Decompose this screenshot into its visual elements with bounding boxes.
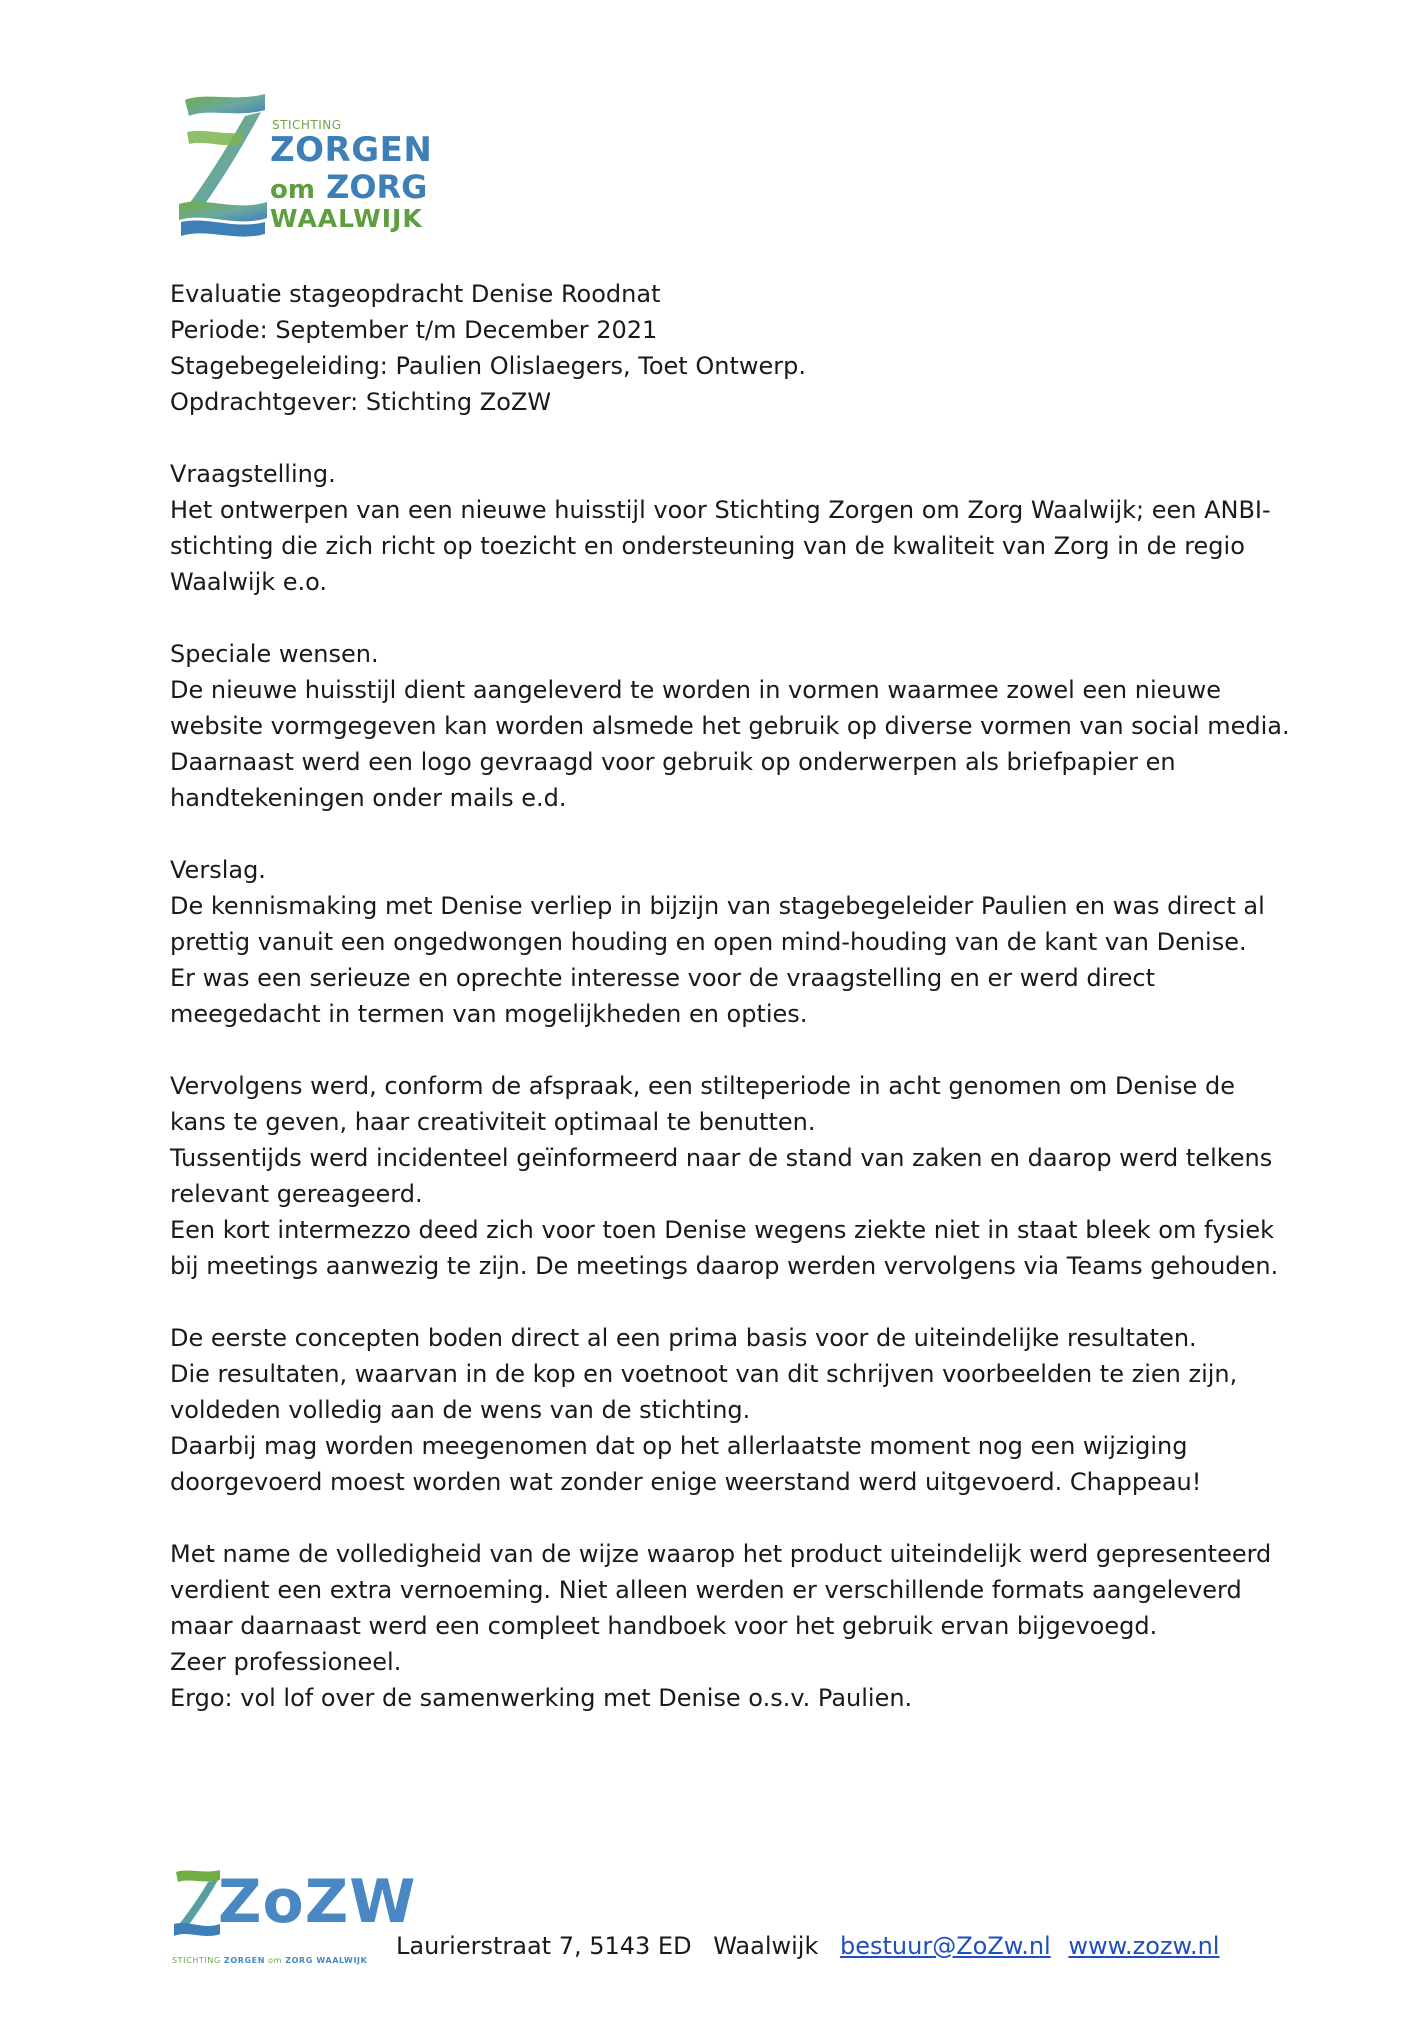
text-line: Daarbij mag worden meegenomen dat op het allerlaatste moment nog een wijziging	[170, 1432, 1188, 1460]
tagline-zorgen: ZORGEN	[223, 1956, 266, 1965]
text-line: maar daarnaast werd een compleet handboek voor het gebruik ervan bijgevoegd.	[170, 1612, 1158, 1640]
footer-website-link[interactable]: www.zozw.nl	[1068, 1932, 1220, 1960]
text-line: Daarnaast werd een logo gevraagd voor gebruik op onderwerpen als briefpapier en	[170, 748, 1176, 776]
zozw-z-small-icon	[172, 1868, 222, 1938]
footer-logo-tagline	[172, 1956, 367, 1965]
text-line: Met name de volledigheid van de wijze waarop het product uiteindelijk werd gepresenteerd	[170, 1540, 1272, 1568]
closing-line: Ergo: vol lof over de samenwerking met Denise o.s.v. Paulien.	[170, 1684, 913, 1712]
logo-waalwijk-label: WAALWIJK	[270, 204, 423, 233]
text-line: doorgevoerd moest worden wat zonder enige weerstand werd uitgevoerd. Chappeau!	[170, 1468, 1202, 1496]
period-line: Periode: September t/m December 2021	[170, 316, 658, 344]
text-line: De nieuwe huisstijl dient aangeleverd te worden in vormen waarmee zowel een nieuwe	[170, 676, 1221, 704]
zozw-z-logo-icon	[175, 92, 270, 237]
text-line: stichting die zich richt op toezicht en ondersteuning van de kwaliteit van Zorg in de regio	[170, 532, 1245, 560]
tagline-stichting: STICHTING	[172, 1956, 221, 1965]
footer-contact-line	[396, 1932, 1219, 1960]
document-title: Evaluatie stageopdracht Denise Roodnat	[170, 280, 661, 308]
text-line: Er was een serieuze en oprechte interesse voor de vraagstelling en er werd direct	[170, 964, 1156, 992]
footer-city: Waalwijk	[713, 1932, 819, 1960]
logo-om-word: om	[270, 175, 315, 205]
text-line: Vervolgens werd, conform de afspraak, een stilteperiode in acht genomen om Denise de	[170, 1072, 1235, 1100]
letter-body	[170, 276, 1290, 1716]
text-line: Die resultaten, waarvan in de kop en voetnoot van dit schrijven voorbeelden te zien zijn,	[170, 1360, 1238, 1388]
text-line: prettig vanuit een ongedwongen houding en open mind-houding van de kant van Denise.	[170, 928, 1247, 956]
text-line: handtekeningen onder mails e.d.	[170, 784, 567, 812]
logo-stichting-label: STICHTING	[272, 118, 342, 132]
letter-footer	[170, 1866, 1250, 1976]
section-heading-vraagstelling: Vraagstelling.	[170, 460, 336, 488]
text-line: De kennismaking met Denise verliep in bijzijn van stagebegeleider Paulien en was direct al	[170, 892, 1265, 920]
footer-logo-text: ZoZW	[218, 1867, 417, 1937]
text-line: website vormgegeven kan worden alsmede het gebruik op diverse vormen van social media.	[170, 712, 1290, 740]
text-line: Waalwijk e.o.	[170, 568, 328, 596]
footer-address: Laurierstraat 7, 5143 ED	[396, 1932, 692, 1960]
logo-om-zorg-label	[270, 168, 428, 206]
supervision-line: Stagebegeleiding: Paulien Olislaegers, Toet Ontwerp.	[170, 352, 806, 380]
logo-zorgen-label: ZORGEN	[270, 130, 433, 170]
text-line: relevant gereageerd.	[170, 1180, 423, 1208]
section-heading-wensen: Speciale wensen.	[170, 640, 379, 668]
text-line: verdient een extra vernoeming. Niet alleen werden er verschillende formats aangeleverd	[170, 1576, 1242, 1604]
header-logo	[175, 92, 435, 242]
text-line: Een kort intermezzo deed zich voor toen Denise wegens ziekte niet in staat bleek om fysiek	[170, 1216, 1275, 1244]
text-line: meegedacht in termen van mogelijkheden en opties.	[170, 1000, 808, 1028]
text-line: voldeden volledig aan de wens van de stichting.	[170, 1396, 751, 1424]
text-line: kans te geven, haar creativiteit optimaal te benutten.	[170, 1108, 816, 1136]
text-line: Het ontwerpen van een nieuwe huisstijl voor Stichting Zorgen om Zorg Waalwijk; een ANBI-	[170, 496, 1271, 524]
logo-zorg-word: ZORG	[326, 168, 428, 206]
text-line: Zeer professioneel.	[170, 1648, 402, 1676]
tagline-zorg-waalwijk: ZORG WAALWIJK	[285, 1956, 368, 1965]
footer-logo	[170, 1866, 417, 1971]
footer-email-link[interactable]: bestuur@ZoZw.nl	[840, 1932, 1051, 1960]
text-line: bij meetings aanwezig te zijn. De meetings daarop werden vervolgens via Teams gehouden.	[170, 1252, 1279, 1280]
text-line: Tussentijds werd incidenteel geïnformeerd naar de stand van zaken en daarop werd telkens	[170, 1144, 1273, 1172]
tagline-om: om	[268, 1956, 283, 1965]
text-line: De eerste concepten boden direct al een prima basis voor de uiteindelijke resultaten.	[170, 1324, 1197, 1352]
client-line: Opdrachtgever: Stichting ZoZW	[170, 388, 552, 416]
section-heading-verslag: Verslag.	[170, 856, 266, 884]
